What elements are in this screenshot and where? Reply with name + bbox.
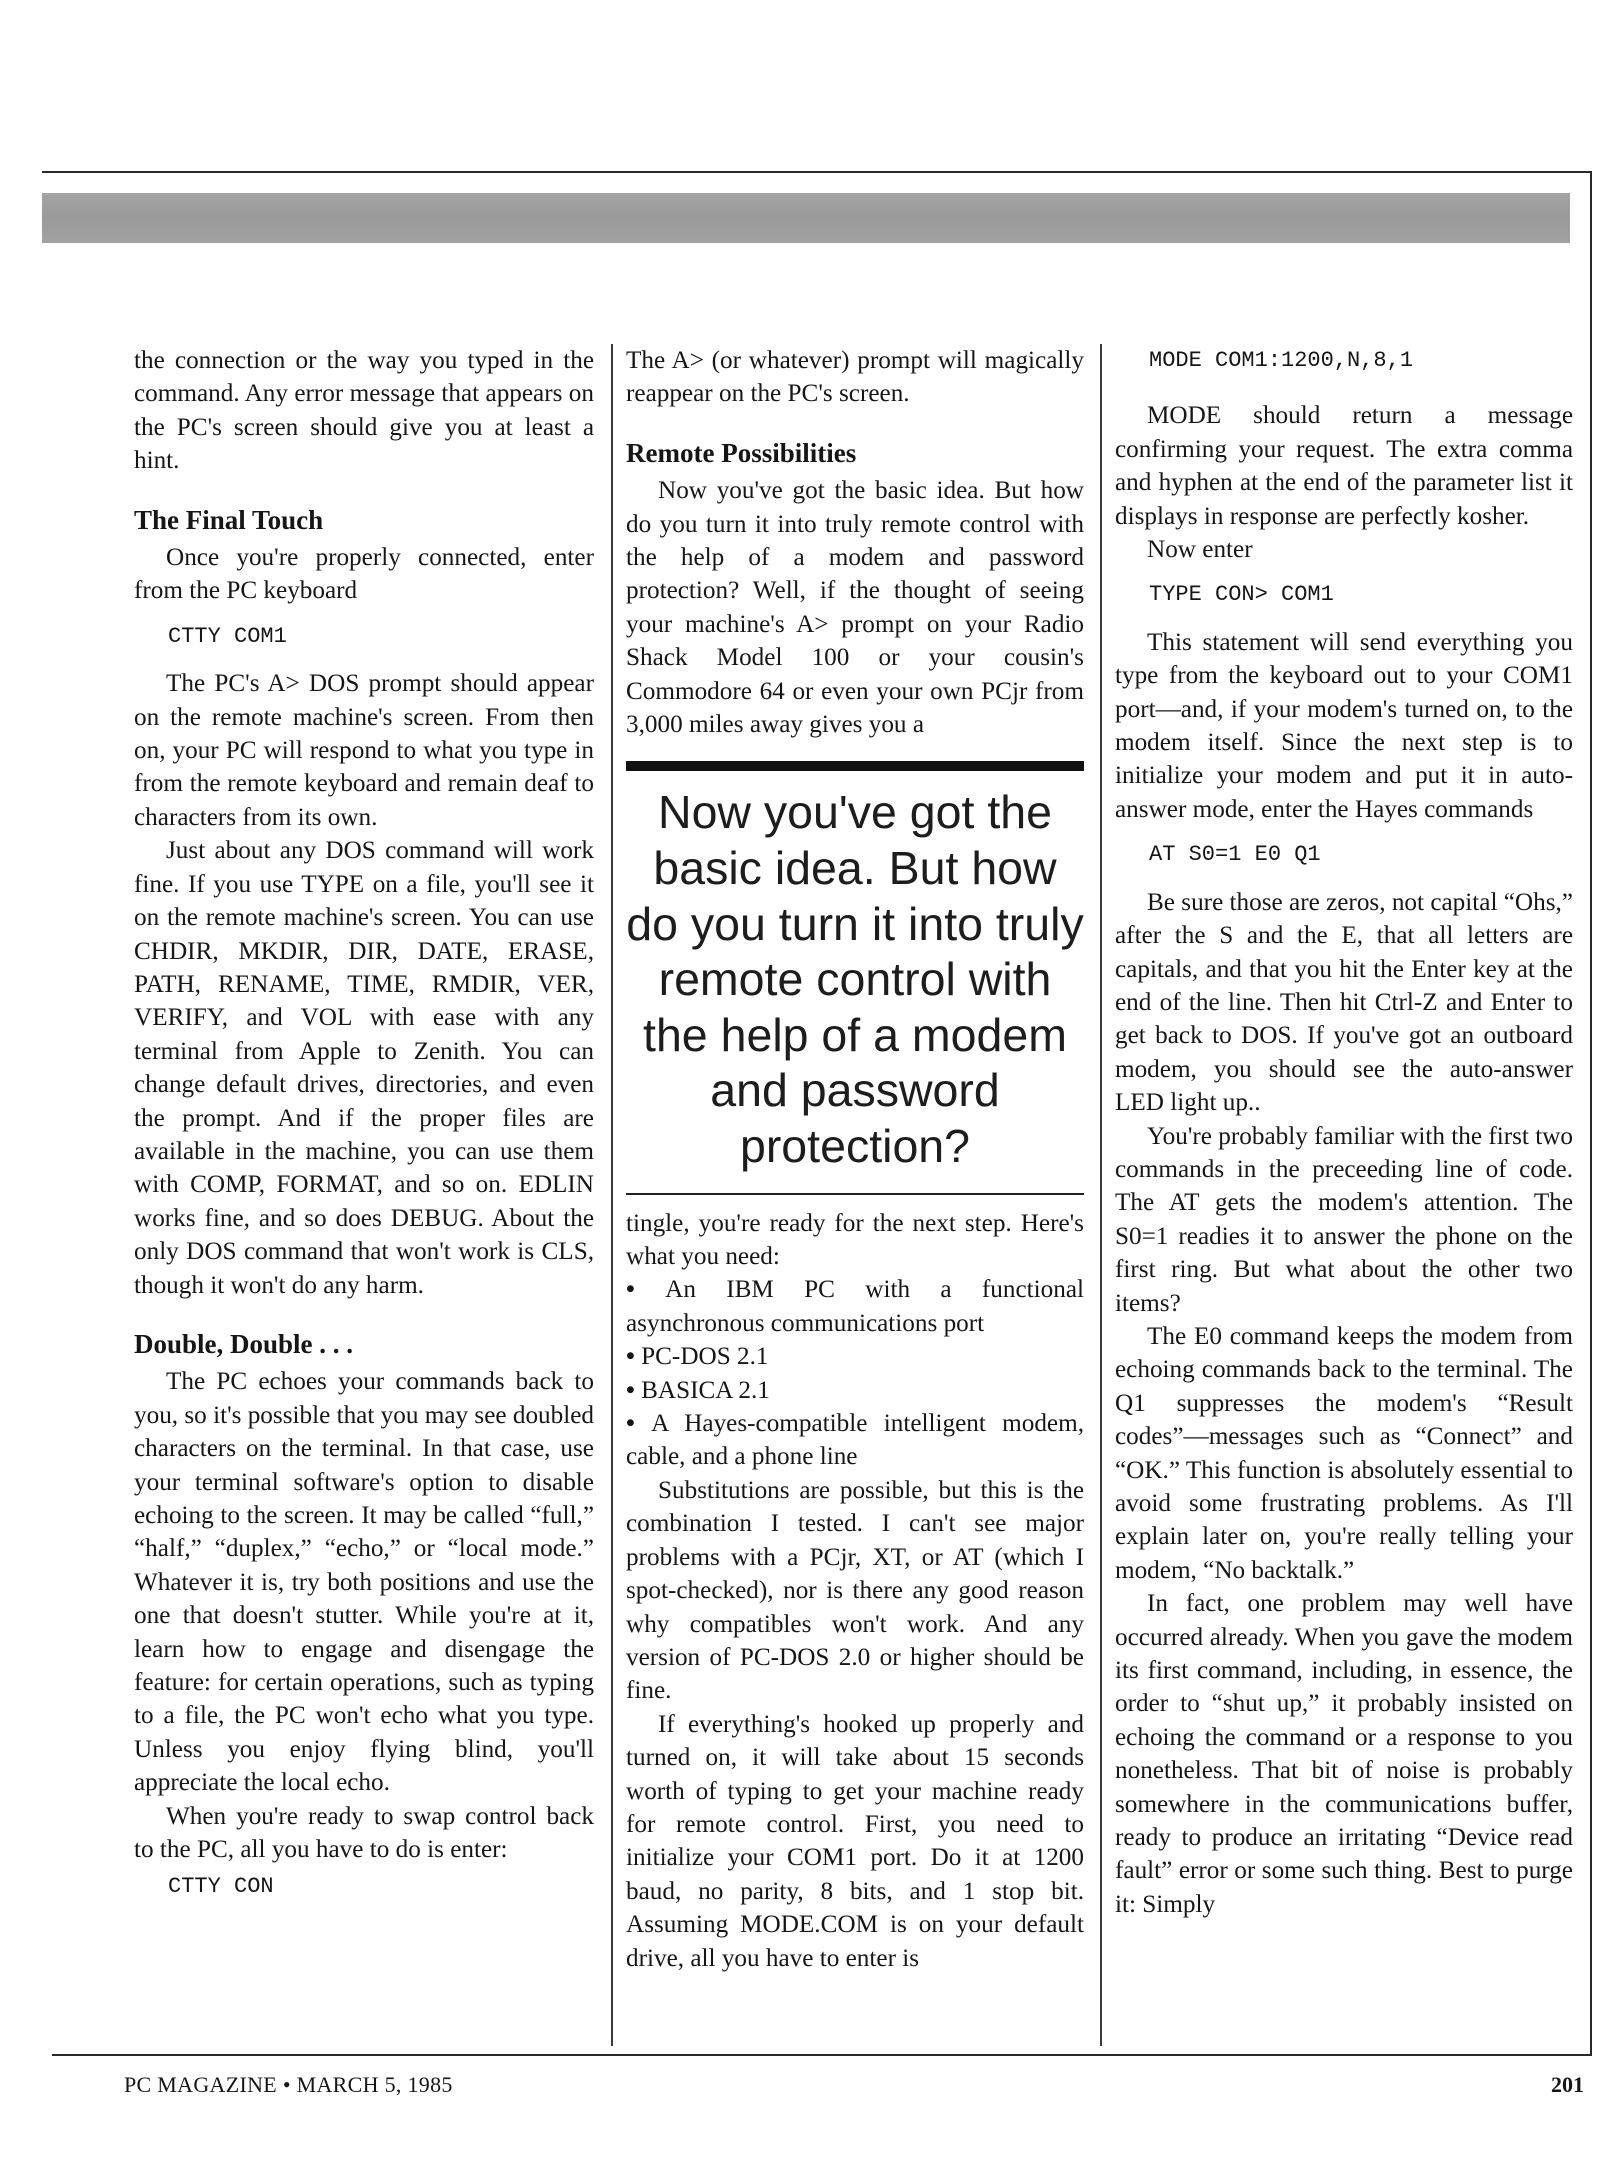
paragraph: When you're ready to swap control back to the PC, all you have to do is enter:: [134, 1802, 594, 1864]
paragraph: The PC's A> DOS prompt should appear on the remote machine's screen. From then on, your PC will respond to what you type in from the remote keyboard and remain deaf to characters from its own.: [134, 670, 594, 831]
column-divider: [611, 344, 613, 2046]
section-heading-final-touch: The Final Touch: [134, 504, 324, 535]
section-heading-remote: Remote Possibilities: [626, 437, 857, 468]
paragraph: In fact, one problem may well have occurred already. When you gave the modem its first command, including, in essence, the order to “shut up,” it probably insisted on echoing the command or a response to you nonetheless. That bit of noise is probably somewhere in the communications buffer, ready to produce an irritating “Device read fault” error or some such thing. Best to purge it: Simply: [1115, 1590, 1573, 1918]
paragraph: If everything's hooked up properly and turned on, it will take about 15 seconds worth of typing to get your machine ready for remote control. First, you need to initialize your COM1 port. Do it at 1200 baud, no parity, 8 bits, and 1 stop bit. Assuming MODE.COM is on your default drive, all you have to enter is: [626, 1710, 1084, 1972]
list-item: • A Hayes-compatible intelligent modem, cable, and a phone line: [626, 1407, 1084, 1474]
paragraph: tingle, you're ready for the next step. Here's what you need:: [626, 1209, 1084, 1271]
paragraph: You're probably familiar with the first two commands in the preceeding line of code. The AT gets the modem's attention. The S0=1 readies it to answer the phone on the first ring. But what about the other two items?: [1115, 1122, 1573, 1317]
column-1: [134, 344, 594, 1918]
paragraph: Now enter: [1147, 536, 1253, 564]
paragraph: Be sure those are zeros, not capital “Ohs,” after the S and the E, that all letters are capitals, and that you hit the Enter key at the end of the line. Then hit Ctrl-Z and Enter to get back to DOS. If you've got an outboard modem, you should see the auto-answer LED light up..: [1115, 888, 1573, 1117]
paragraph: the connection or the way you typed in the command. Any error message that appears on the PC's screen should give you at least a hint.: [134, 347, 594, 475]
pull-quote: Now you've got the basic idea. But how do you turn it into truly remote control with the help of a modem and password protection?: [626, 761, 1084, 1194]
section-heading-double: Double, Double . . .: [134, 1328, 354, 1359]
paragraph: The E0 command keeps the modem from echoing commands back to the terminal. The Q1 suppresses the modem's “Result codes”—messages such as “Connect” and “OK.” This function is absolutely essential to avoid some frustrating problems. As I'll explain later on, you're really telling your modem, “No backtalk.”: [1115, 1322, 1573, 1584]
paragraph: The A> (or whatever) prompt will magically reappear on the PC's screen.: [626, 347, 1084, 408]
column-3: [1115, 344, 1573, 1921]
code-line: MODE COM1:1200,N,8,1: [1149, 348, 1414, 373]
header-banner: [42, 193, 1570, 243]
list-item: • BASICA 2.1: [626, 1374, 1084, 1407]
code-line: CTTY CON: [168, 1874, 274, 1900]
list-item: • PC-DOS 2.1: [626, 1340, 1084, 1373]
code-line: TYPE CON> COM1: [1149, 582, 1334, 608]
footer-publication: PC MAGAZINE • MARCH 5, 1985: [124, 2072, 453, 2097]
column-divider: [1100, 344, 1102, 2046]
list-item: • An IBM PC with a functional asynchronous communications port: [626, 1273, 1084, 1340]
code-line: CTTY COM1: [168, 623, 287, 649]
paragraph: This statement will send everything you type from the keyboard out to your COM1 port—and, if your modem's turned on, to the modem itself. Since the next step is to initialize your modem and put it in auto-answer mode, enter the Hayes commands: [1115, 628, 1573, 823]
paragraph: Now you've got the basic idea. But how do you turn it into truly remote control with the help of a modem and password protection? Well, if the thought of seeing your machine's A> prompt on your Radio Shack Model 100 or your cousin's Commodore 64 or even your own PCjr from 3,000 miles away gives you a: [626, 477, 1084, 739]
paragraph: Once you're properly connected, enter from the PC keyboard: [134, 544, 594, 605]
requirements-list: [626, 1273, 1084, 1473]
code-line: AT S0=1 E0 Q1: [1149, 842, 1321, 868]
paragraph: MODE should return a message confirming your request. The extra comma and hyphen at the end of the parameter list it displays in response are perfectly kosher.: [1115, 402, 1573, 530]
footer-rule: [52, 2054, 1592, 2056]
column-2: [626, 344, 1084, 1975]
paragraph: Just about any DOS command will work fine. If you use TYPE on a file, you'll see it on the remote machine's screen. You can use CHDIR, MKDIR, DIR, DATE, ERASE, PATH, RENAME, TIME, RMDIR, VER, VERIFY, and VOL with ease with any terminal from Apple to Zenith. You can change default drives, directories, and even the prompt. And if the proper files are available in the machine, you can use them with COMP, FORMAT, and so on. EDLIN works fine, and so does DEBUG. About the only DOS command that won't work is CLS, though it won't do any harm.: [134, 837, 594, 1299]
paragraph: Substitutions are possible, but this is the combination I tested. I can't see major problems with a PCjr, XT, or AT (which I spot-checked), nor is there any good reason why compatibles won't work. And any version of PC-DOS 2.0 or higher should be fine.: [626, 1476, 1084, 1705]
paragraph: The PC echoes your commands back to you, so it's possible that you may see doubled characters on the terminal. In that case, use your terminal software's option to disable echoing to the screen. It may be called “full,” “half,” “duplex,” “echo,” or “local mode.” Whatever it is, try both positions and use the one that doesn't stutter. While you're at it, learn how to engage and disengage the feature: for certain operations, such as typing to a file, the PC won't echo what you type. Unless you enjoy flying blind, you'll appreciate the local echo.: [134, 1368, 594, 1797]
page-number: 201: [1551, 2072, 1584, 2097]
